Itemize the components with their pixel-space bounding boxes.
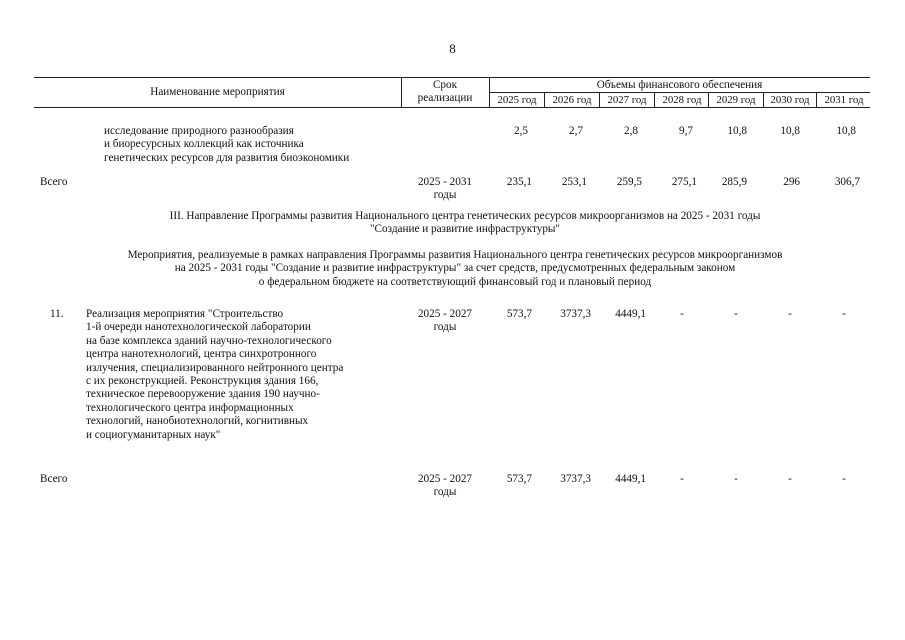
value-cell: 285,9 bbox=[721, 176, 747, 188]
subsection-title bbox=[40, 249, 870, 289]
value-cell: 235,1 bbox=[506, 176, 532, 188]
value-cell: 275,1 bbox=[671, 176, 697, 188]
term-line: 2025 - 2027 bbox=[417, 308, 473, 320]
value-cell: - bbox=[788, 308, 792, 320]
term-line: годы bbox=[433, 189, 457, 202]
header-year: 2031 год bbox=[824, 94, 864, 106]
value-cell: - bbox=[788, 473, 792, 485]
row-number: 11. bbox=[50, 308, 64, 320]
value-cell: - bbox=[842, 473, 846, 485]
description-line: излучения, специализированного нейтронного центра bbox=[86, 361, 344, 374]
header-year: 2030 год bbox=[770, 94, 810, 106]
term-line: годы bbox=[433, 486, 457, 499]
subsection-title-line: Мероприятия, реализуемые в рамках направления Программы развития Национального центра генетических ресурсов микроорганизмов bbox=[127, 249, 783, 261]
section-title bbox=[60, 210, 870, 237]
header-year: 2026 год bbox=[552, 94, 592, 106]
value-cell: 259,5 bbox=[616, 176, 642, 188]
page-number: 8 bbox=[449, 41, 456, 56]
description-line: 1-й очереди нанотехнологической лаборатории bbox=[86, 321, 311, 334]
header-funding-column: Объемы финансового обеспечения bbox=[596, 79, 763, 91]
section-title-line: III. Направление Программы развития Национального центра генетических ресурсов микроорганизмов на 2025 - 2031 годы bbox=[169, 210, 761, 222]
header-name-column: Наименование мероприятия bbox=[150, 86, 285, 98]
row-description bbox=[104, 125, 404, 165]
header-year: 2027 год bbox=[607, 94, 647, 106]
value-cell: 3737,3 bbox=[560, 308, 591, 320]
value-cell: - bbox=[734, 308, 738, 320]
total-term bbox=[401, 473, 489, 500]
value-cell: - bbox=[842, 308, 846, 320]
value-cell: - bbox=[734, 473, 738, 485]
subsection-title-line: на 2025 - 2031 годы "Создание и развитие инфраструктуры" за счет средств, предусмотренных федеральным законом bbox=[174, 262, 736, 275]
value-cell: 253,1 bbox=[561, 176, 587, 188]
description-line: исследование природного разнообразия bbox=[104, 125, 294, 137]
term-line: 2025 - 2027 bbox=[417, 473, 473, 485]
value-cell: 573,7 bbox=[506, 308, 532, 320]
total-term bbox=[401, 176, 489, 203]
header-year: 2029 год bbox=[716, 94, 756, 106]
value-cell: - bbox=[680, 308, 684, 320]
description-line: и социогуманитарных наук" bbox=[86, 428, 221, 441]
header-term-line: реализации bbox=[417, 92, 473, 105]
value-cell: 306,7 bbox=[834, 176, 860, 188]
description-line: на базе комплекса зданий научно-технологического bbox=[86, 334, 332, 347]
value-cell: 573,7 bbox=[506, 473, 532, 485]
description-line: технологий, нанобиотехнологий, когнитивных bbox=[86, 415, 309, 428]
value-cell: 10,8 bbox=[780, 125, 800, 137]
row-term bbox=[401, 308, 489, 335]
value-cell: 2,5 bbox=[514, 125, 528, 137]
header-term-line: Срок bbox=[432, 79, 458, 91]
header-year: 2028 год bbox=[662, 94, 702, 106]
term-line: годы bbox=[433, 321, 457, 334]
description-line: генетических ресурсов для развития биоэкономики bbox=[104, 151, 350, 164]
value-cell: 10,8 bbox=[727, 125, 747, 137]
section-title-line: "Создание и развитие инфраструктуры" bbox=[369, 223, 561, 236]
total-label: Всего bbox=[40, 176, 68, 188]
term-line: 2025 - 2031 bbox=[417, 176, 473, 188]
value-cell: - bbox=[680, 473, 684, 485]
value-cell: 2,7 bbox=[569, 125, 583, 137]
header-top-rule bbox=[34, 77, 870, 78]
description-line: и биоресурсных коллекций как источника bbox=[104, 138, 304, 151]
description-line: центра нанотехнологий, центра синхротронного bbox=[86, 348, 317, 361]
header-term-column bbox=[401, 79, 489, 106]
value-cell: 10,8 bbox=[836, 125, 856, 137]
description-line: техническое перевооружение здания 190 научно- bbox=[86, 388, 320, 401]
description-line: технологического центра информационных bbox=[86, 401, 294, 414]
total-label: Всего bbox=[40, 473, 68, 485]
description-line: с их реконструкцией. Реконструкция здания 166, bbox=[86, 375, 319, 388]
value-cell: 4449,1 bbox=[615, 473, 646, 485]
row-description bbox=[86, 308, 396, 442]
description-line: Реализация мероприятия "Строительство bbox=[86, 308, 284, 320]
value-cell: 3737,3 bbox=[560, 473, 591, 485]
value-cell: 4449,1 bbox=[615, 308, 646, 320]
value-cell: 9,7 bbox=[679, 125, 693, 137]
value-cell: 296 bbox=[783, 176, 800, 188]
subsection-title-line: о федеральном бюджете на соответствующий финансовый год и плановый период bbox=[258, 275, 652, 288]
value-cell: 2,8 bbox=[624, 125, 638, 137]
header-year: 2025 год bbox=[497, 94, 537, 106]
